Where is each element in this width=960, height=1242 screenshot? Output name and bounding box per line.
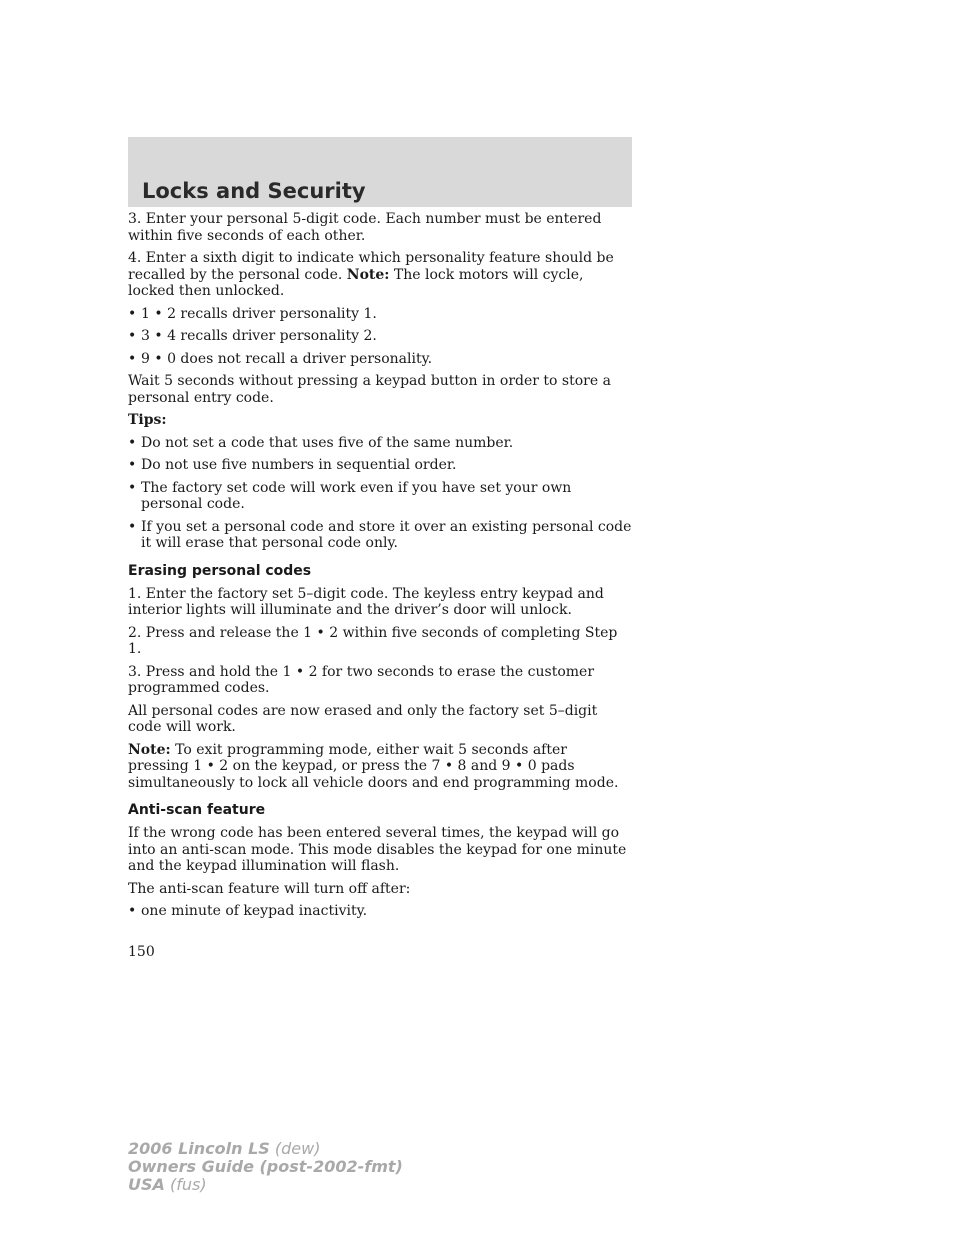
list-item: • 9 • 0 does not recall a driver personality. [128, 350, 433, 367]
section-heading-antiscan: Anti-scan feature [128, 802, 266, 818]
erasing-step-1: 1. Enter the factory set 5–digit code. The keyless entry keypad and interior lights will illuminate and the driver’s door will unlock. [128, 585, 604, 618]
section-heading-erasing: Erasing personal codes [128, 562, 312, 579]
erasing-summary: All personal codes are now erased and only the factory set 5–digit code will work. [128, 702, 598, 735]
erasing-step-3: 3. Press and hold the 1 • 2 for two seconds to erase the customer programmed codes. [128, 663, 595, 696]
tips-label: Tips: [128, 412, 167, 428]
list-item: • one minute of keypad inactivity. [128, 903, 368, 919]
bullet-icon: • [128, 903, 137, 919]
antiscan-turn-off: The anti-scan feature will turn off after: [128, 880, 411, 897]
bullet-icon: • [128, 518, 137, 535]
list-item: • If you set a personal code and store it over an existing personal code it will erase that personal code only. [128, 518, 632, 551]
erasing-note: Note: To exit programming mode, either wait 5 seconds after pressing 1 • 2 on the keypad, or press the 7 • 8 and 9 • 0 pads simultaneously to lock all vehicle doors and end programming mode. [128, 741, 619, 791]
list-item: • Do not use five numbers in sequential order. [128, 457, 457, 473]
list-item: • The factory set code will work even if you have set your own personal code. [128, 479, 572, 512]
page-content [128, 211, 632, 926]
step-4-text: 4. Enter a sixth digit to indicate which personality feature should be recalled by the personal code. Note: The lock motors will cycle, locked then unlocked. [128, 250, 614, 299]
list-item: • 1 • 2 recalls driver personality 1. [128, 305, 377, 322]
bullet-icon: • [128, 479, 137, 496]
footer-line-2: Owners Guide (post-2002-fmt) [128, 1157, 403, 1176]
note-label: Note: [128, 741, 171, 758]
erasing-step-2: 2. Press and release the 1 • 2 within five seconds of completing Step 1. [128, 624, 618, 657]
bullet-icon: • [128, 305, 137, 322]
wait-text: Wait 5 seconds without pressing a keypad button in order to store a personal entry code. [128, 373, 611, 406]
page-number: 150 [128, 944, 155, 960]
bullet-icon: • [128, 328, 137, 344]
bullet-icon: • [128, 350, 137, 367]
antiscan-paragraph: If the wrong code has been entered several times, the keypad will go into an anti-scan mode. This mode disables the keypad for one minute and the keypad illumination will flash. [128, 825, 627, 874]
note-label: Note: [346, 266, 390, 283]
bullet-icon: • [128, 457, 137, 473]
footer-imprint [128, 1140, 403, 1194]
footer-line-1: 2006 Lincoln LS (dew) [128, 1139, 321, 1158]
footer-line-3: USA (fus) [128, 1175, 207, 1194]
list-item: • 3 • 4 recalls driver personality 2. [128, 328, 377, 344]
list-item: • Do not set a code that uses five of the same number. [128, 434, 514, 451]
bullet-icon: • [128, 434, 137, 451]
step-3-text: 3. Enter your personal 5-digit code. Each number must be entered within five seconds of each other. [128, 211, 602, 244]
page-title: Locks and Security [142, 179, 366, 203]
